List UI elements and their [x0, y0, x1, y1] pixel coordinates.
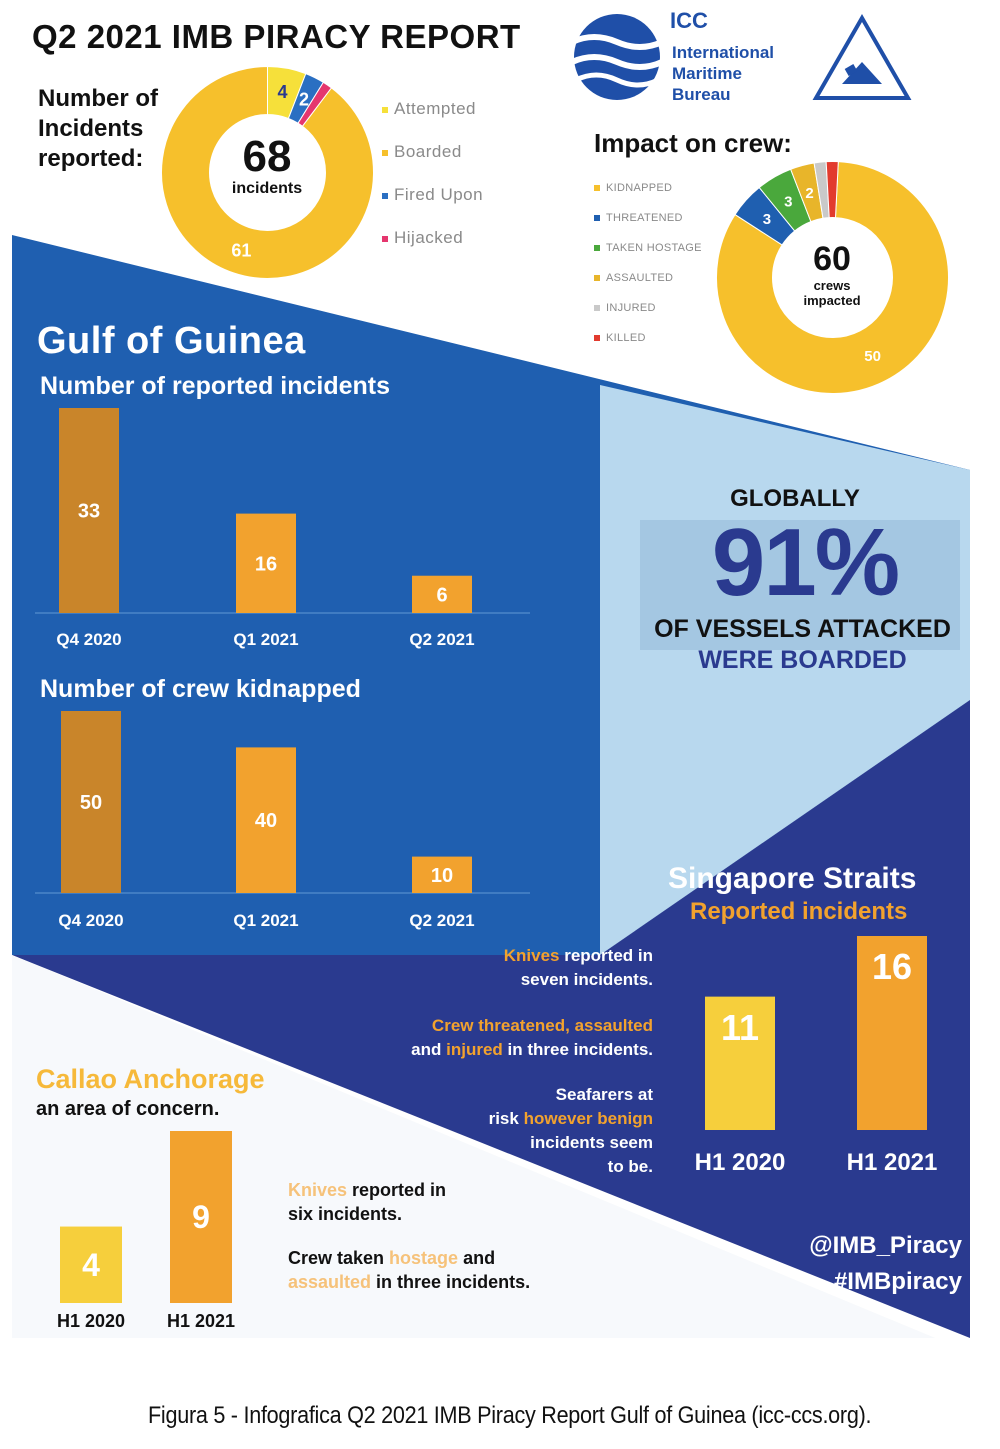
singapore-heading: Singapore Straits — [668, 862, 917, 895]
legend-swatch — [382, 150, 388, 156]
global-line2: OF VESSELS ATTACKED — [654, 615, 951, 643]
legend-swatch — [594, 335, 600, 341]
callao-tick-label: H1 2021 — [166, 1311, 236, 1331]
singapore-subheading: Reported incidents — [690, 898, 908, 925]
callao-bar-chart — [40, 1125, 280, 1335]
gulf-kidnapped-value-label: 50 — [79, 792, 103, 814]
singapore-tick-label: H1 2021 — [846, 1149, 938, 1176]
gulf-kidnapped-subheading: Number of crew kidnapped — [40, 675, 361, 703]
incidents-label-line1: Number of — [38, 85, 158, 112]
legend-item-threatened — [594, 212, 683, 224]
global-line3: WERE BOARDED — [698, 646, 907, 674]
callao-heading: Callao Anchorage — [36, 1064, 265, 1094]
singapore-note3-line1: Seafarers at — [555, 1085, 653, 1104]
legend-item-assaulted — [594, 272, 673, 284]
gulf-incidents-value-label: 33 — [77, 500, 101, 523]
callao-note2-highlight-a: hostage — [389, 1248, 459, 1268]
gulf-kidnapped-value-label: 10 — [430, 864, 454, 887]
callao-note2-highlight-b: assaulted — [288, 1272, 372, 1292]
callao-subheading: an area of concern. — [36, 1098, 220, 1120]
callao-note-knives — [288, 1178, 446, 1226]
figure-caption: Figura 5 - Infografica Q2 2021 IMB Piracy Report Gulf of Guinea (icc-ccs.org). — [148, 1402, 872, 1429]
incidents-slice-label: 2 — [299, 89, 310, 110]
singapore-note3-line4: to be. — [607, 1157, 653, 1176]
icc-name — [672, 42, 774, 105]
crew-slice-label: 50 — [864, 348, 881, 366]
legend-label: Boarded — [394, 142, 462, 161]
legend-item-taken-hostage — [594, 242, 702, 254]
crew-slice-label: 3 — [762, 211, 772, 229]
crew-heading: Impact on crew: — [594, 128, 792, 158]
singapore-value-label: 11 — [720, 1006, 760, 1048]
singapore-note3-pre: risk — [488, 1109, 524, 1128]
legend-label: Fired Upon — [394, 185, 484, 204]
callao-note2-mid: and — [458, 1248, 496, 1268]
imb-triangle-logo — [812, 14, 912, 102]
singapore-note1-rest-b: seven incidents. — [520, 970, 653, 989]
legend-swatch — [382, 193, 388, 199]
callao-value-label: 9 — [192, 1199, 210, 1236]
legend-item-hijacked — [382, 228, 463, 248]
legend-item-boarded — [382, 142, 462, 162]
legend-label: KIDNAPPED — [606, 182, 673, 194]
legend-label: KILLED — [606, 332, 646, 344]
legend-swatch — [594, 185, 600, 191]
callao-note1-rest-a: reported in — [347, 1180, 447, 1200]
gulf-kidnapped-bar-chart — [30, 705, 540, 945]
legend-item-killed — [594, 332, 646, 344]
legend-label: THREATENED — [606, 212, 683, 224]
global-line1: GLOBALLY — [730, 485, 860, 512]
incidents-slice-label: 4 — [277, 82, 288, 103]
gulf-incidents-tick-label: Q4 2020 — [56, 630, 122, 649]
icc-name-line3: Bureau — [672, 85, 731, 104]
crew-total: 60 — [813, 240, 851, 278]
legend-swatch — [382, 236, 388, 242]
icc-name-line1: International — [672, 43, 775, 62]
singapore-note1-rest-a: reported in — [559, 946, 653, 965]
singapore-note2-rest-a: and — [411, 1040, 447, 1059]
icc-name-line2: Maritime — [672, 64, 742, 83]
singapore-note3-line3: incidents seem — [530, 1133, 653, 1152]
incidents-total: 68 — [242, 132, 292, 181]
singapore-note1-highlight: Knives — [503, 946, 560, 965]
singapore-note2-highlight-a: Crew threatened, assaulted — [431, 1016, 653, 1035]
legend-item-fired-upon — [382, 185, 483, 205]
gulf-kidnapped-tick-label: Q4 2020 — [58, 911, 124, 930]
singapore-note-threatened — [330, 1014, 653, 1062]
legend-label: INJURED — [606, 302, 656, 314]
legend-label: Hijacked — [394, 228, 464, 247]
crew-total-unit-line1: crews — [813, 278, 851, 293]
gulf-incidents-tick-label: Q2 2021 — [409, 630, 475, 649]
singapore-note-risk — [400, 1083, 653, 1179]
callao-value-label: 4 — [82, 1246, 100, 1283]
gulf-incidents-tick-label: Q1 2021 — [233, 630, 299, 649]
callao-tick-label: H1 2020 — [56, 1311, 126, 1331]
incidents-label-line3: reported: — [38, 145, 144, 172]
singapore-tick-label: H1 2020 — [694, 1149, 786, 1176]
global-percent: 91% — [711, 509, 899, 616]
gulf-incidents-bar-chart — [30, 400, 540, 660]
incidents-label-line2: Incidents — [38, 115, 144, 142]
callao-note1-rest-b: six incidents. — [288, 1204, 403, 1224]
singapore-note2-highlight-b: injured — [446, 1040, 503, 1059]
callao-note2-rest: in three incidents. — [371, 1272, 531, 1292]
hashtags — [720, 1228, 962, 1300]
legend-swatch — [594, 305, 600, 311]
singapore-note2-rest-b: in three incidents. — [502, 1040, 653, 1059]
gulf-incidents-subheading: Number of reported incidents — [40, 372, 391, 400]
hashtag-imbpiracy: #IMBpiracy — [833, 1268, 962, 1295]
report-title: Q2 2021 IMB PIRACY REPORT — [32, 18, 521, 55]
crew-total-unit-line2: impacted — [803, 293, 861, 308]
incidents-slice-label: 61 — [231, 240, 252, 261]
singapore-note-knives — [380, 944, 653, 992]
legend-label: TAKEN HOSTAGE — [606, 242, 702, 254]
crew-slice-label: 2 — [805, 184, 814, 202]
callao-note-hostage — [288, 1246, 530, 1294]
callao-note1-highlight: Knives — [288, 1180, 348, 1200]
crew-total-unit — [782, 278, 882, 308]
legend-item-attempted — [382, 99, 476, 119]
singapore-value-label: 16 — [871, 946, 913, 988]
singapore-note3-highlight: however benign — [523, 1109, 653, 1128]
gulf-kidnapped-tick-label: Q1 2021 — [233, 911, 299, 930]
icc-waves-logo — [570, 12, 665, 102]
gulf-kidnapped-value-label: 40 — [254, 810, 278, 833]
legend-item-kidnapped — [594, 182, 672, 194]
gulf-incidents-value-label: 6 — [436, 584, 448, 607]
legend-label: ASSAULTED — [606, 272, 674, 284]
crew-slice-label: 3 — [784, 193, 793, 211]
icc-logo-text: ICC — [670, 8, 708, 33]
legend-swatch — [594, 275, 600, 281]
hashtag-imb-piracy: @IMB_Piracy — [809, 1232, 962, 1259]
legend-swatch — [594, 215, 600, 221]
gulf-heading: Gulf of Guinea — [37, 320, 306, 362]
legend-swatch — [382, 107, 388, 113]
gulf-incidents-value-label: 16 — [254, 553, 278, 576]
legend-label: Attempted — [394, 99, 476, 118]
gulf-kidnapped-tick-label: Q2 2021 — [409, 911, 475, 930]
legend-item-injured — [594, 302, 656, 314]
incidents-label — [38, 84, 158, 174]
incidents-total-unit: incidents — [231, 180, 303, 197]
callao-note2-pre: Crew taken — [288, 1248, 390, 1268]
legend-swatch — [594, 245, 600, 251]
singapore-bar-chart — [670, 930, 960, 1180]
